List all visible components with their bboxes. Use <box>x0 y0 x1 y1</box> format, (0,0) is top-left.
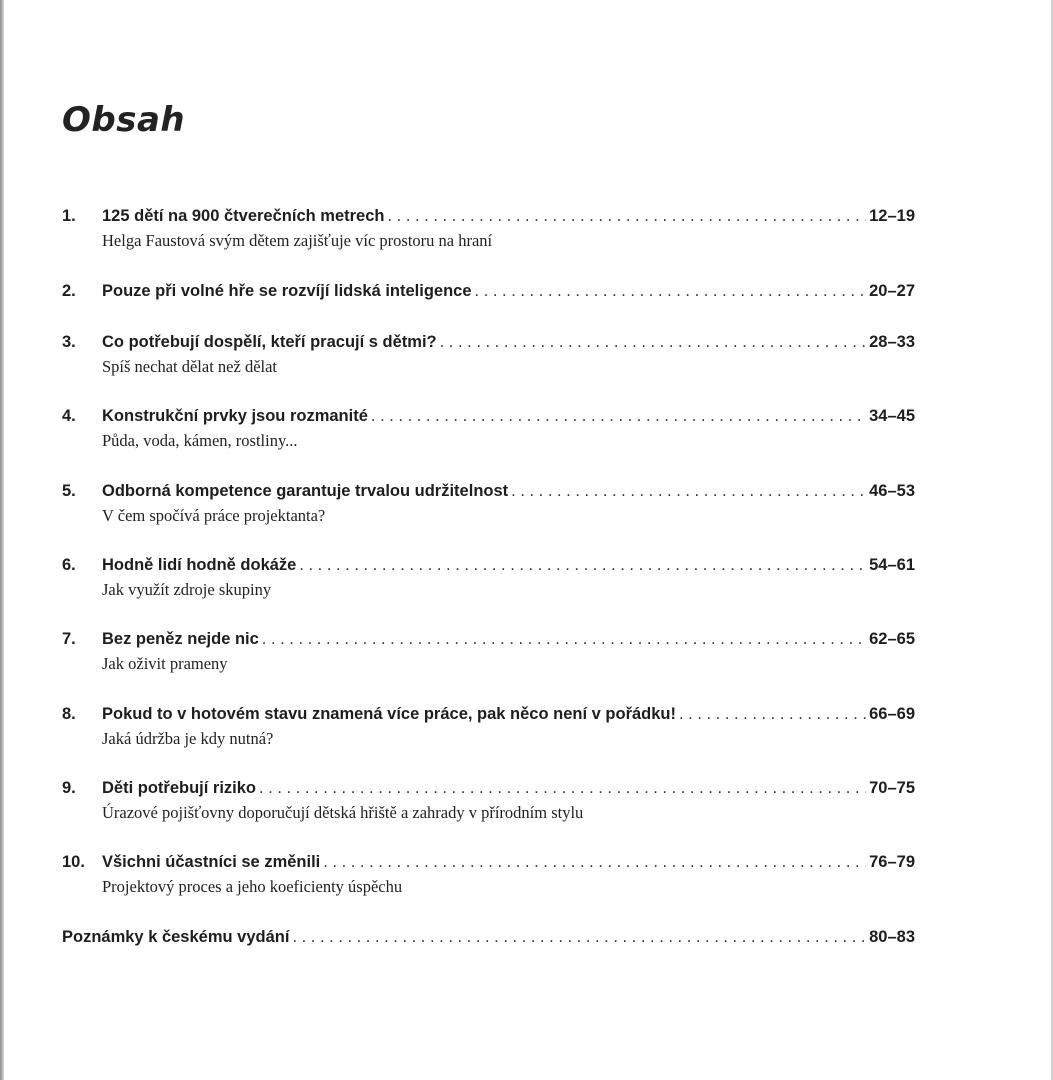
toc-entry-number: 7. <box>62 630 76 648</box>
toc-entry-title: Bez peněz nejde nic <box>102 630 259 648</box>
toc-entry-pages: 34–45 <box>869 407 915 425</box>
toc-entry-5 <box>62 480 915 526</box>
toc-entry-10 <box>62 851 915 897</box>
toc-entry-pages: 46–53 <box>869 482 915 500</box>
toc-entry-number: 3. <box>62 333 76 351</box>
toc-entry-title: Všichni účastníci se změnili <box>102 853 321 871</box>
toc-entry-number: 6. <box>62 556 76 574</box>
toc-entry-title: Pouze při volné hře se rozvíjí lidská inteligence <box>102 282 472 300</box>
dot-leader <box>387 205 866 227</box>
toc-entry-subtitle: Projektový proces a jeho koeficienty úspěchu <box>102 877 403 896</box>
dot-leader <box>292 926 866 948</box>
toc-entry-pages: 54–61 <box>869 556 915 574</box>
dot-leader <box>679 703 866 725</box>
toc-entry-title: 125 dětí na 900 čtverečních metrech <box>102 207 385 225</box>
toc-entry-subtitle: Půda, voda, kámen, rostliny... <box>102 431 298 450</box>
toc-notes-title: Poznámky k českému vydání <box>62 928 290 946</box>
toc-entry-pages: 62–65 <box>869 630 915 648</box>
dot-leader <box>371 405 866 427</box>
dot-leader <box>259 777 866 799</box>
toc-notes-pages: 80–83 <box>869 928 915 946</box>
toc-entry-subtitle: Jaká údržba je kdy nutná? <box>102 729 274 748</box>
dot-leader <box>323 851 866 873</box>
dot-leader <box>299 554 866 576</box>
toc-entry-title: Pokud to v hotovém stavu znamená více práce, pak něco není v pořádku! <box>102 705 676 723</box>
toc-entry-pages: 12–19 <box>869 207 915 225</box>
toc-entry-title: Hodně lidí hodně dokáže <box>102 556 297 574</box>
page-title: Obsah <box>62 100 186 140</box>
toc-entry-6 <box>62 554 915 600</box>
toc-entry-pages: 20–27 <box>869 282 915 300</box>
toc-entry-number: 8. <box>62 705 76 723</box>
toc-entry-title: Konstrukční prvky jsou rozmanité <box>102 407 368 425</box>
toc-entry-number: 9. <box>62 779 76 797</box>
toc-entry-8 <box>62 703 915 749</box>
toc-entry-pages: 66–69 <box>869 705 915 723</box>
dot-leader <box>440 331 866 353</box>
toc-entry-subtitle: V čem spočívá práce projektanta? <box>102 506 326 525</box>
toc-entry-subtitle: Spíš nechat dělat než dělat <box>102 357 278 376</box>
toc-entry-7 <box>62 628 915 674</box>
toc-entry-9 <box>62 777 915 823</box>
dot-leader <box>475 280 867 302</box>
toc-entry-pages: 28–33 <box>869 333 915 351</box>
toc-entry-title: Děti potřebují riziko <box>102 779 257 797</box>
toc-entry-1 <box>62 205 915 251</box>
toc-entry-2 <box>62 280 915 302</box>
toc-entry-number: 4. <box>62 407 76 425</box>
toc-entry-3 <box>62 331 915 377</box>
dot-leader <box>511 480 866 502</box>
dot-leader <box>262 628 866 650</box>
toc-entry-title: Odborná kompetence garantuje trvalou udržitelnost <box>102 482 509 500</box>
toc-entry-number: 10. <box>62 853 85 871</box>
toc-entry-subtitle: Jak využít zdroje skupiny <box>102 580 272 599</box>
toc-entry-notes <box>62 926 915 948</box>
toc-entry-number: 2. <box>62 282 76 300</box>
toc-entry-subtitle: Jak oživit prameny <box>102 654 228 673</box>
toc-entry-4 <box>62 405 915 451</box>
toc-entry-pages: 76–79 <box>869 853 915 871</box>
toc-entry-title: Co potřebují dospělí, kteří pracují s dětmi? <box>102 333 437 351</box>
toc-entry-subtitle: Úrazové pojišťovny doporučují dětská hřiště a zahrady v přírodním stylu <box>102 803 584 822</box>
toc-entry-number: 5. <box>62 482 76 500</box>
toc-entry-subtitle: Helga Faustová svým dětem zajišťuje víc prostoru na hraní <box>102 231 493 250</box>
toc-entry-number: 1. <box>62 207 76 225</box>
toc-entry-pages: 70–75 <box>869 779 915 797</box>
